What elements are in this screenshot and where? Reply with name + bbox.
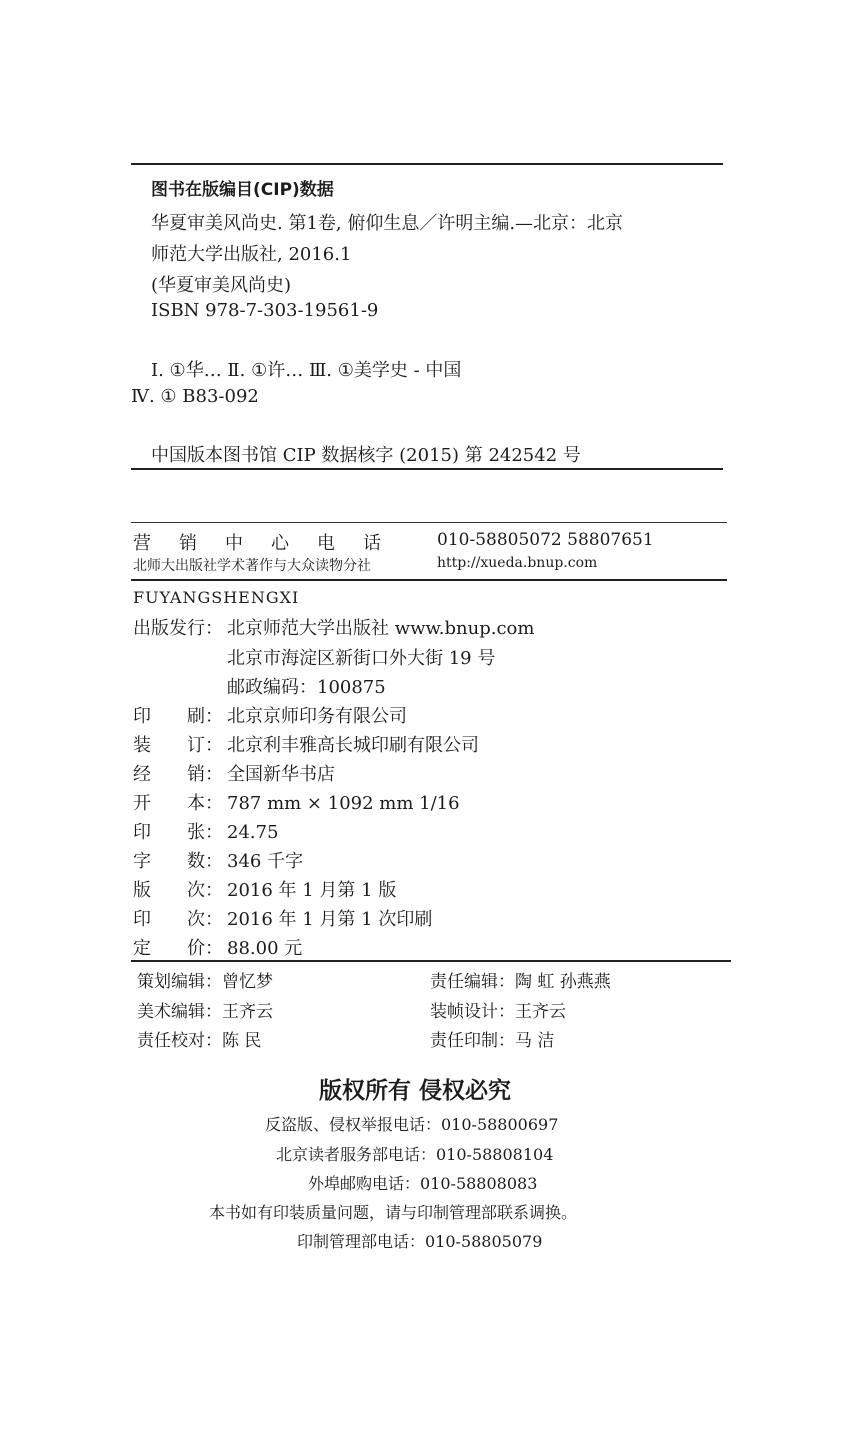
branch-name: 北师大出版社学术著作与大众读物分社 bbox=[133, 558, 371, 574]
rights-line-mail-order: 外埠邮购电话：010-58808083 bbox=[308, 1174, 538, 1193]
marketing-top-rule bbox=[131, 522, 727, 523]
info-row-format bbox=[133, 789, 460, 815]
info-label: 印 刷： bbox=[133, 706, 223, 727]
rights-line-reader-service: 北京读者服务部电话：010-58808104 bbox=[276, 1145, 554, 1164]
info-row-edition bbox=[133, 876, 396, 902]
info-label: 开 本： bbox=[133, 793, 223, 814]
info-row-word-count bbox=[133, 847, 303, 873]
art-editor: 美术编辑：王齐云 bbox=[137, 1002, 273, 1022]
info-row-sheets bbox=[133, 818, 279, 844]
cip-record-number: 中国版本图书馆 CIP 数据核字 (2015) 第 242542 号 bbox=[151, 445, 581, 466]
info-value: 787 mm × 1092 mm 1/16 bbox=[227, 793, 460, 814]
staff-top-rule bbox=[131, 960, 731, 962]
publisher-line bbox=[133, 614, 534, 640]
cip-classification-2: Ⅳ. ① B83-092 bbox=[131, 386, 259, 407]
info-label: 版 次： bbox=[133, 880, 223, 901]
cip-top-rule bbox=[131, 163, 723, 165]
info-label: 装 订： bbox=[133, 735, 223, 756]
cip-line-3: (华夏审美风尚史) bbox=[151, 275, 292, 296]
info-label: 经 销： bbox=[133, 764, 223, 785]
binding-designer: 装帧设计：王齐云 bbox=[430, 1002, 566, 1022]
info-label: 字 数： bbox=[133, 851, 223, 872]
proofreader: 责任校对：陈 民 bbox=[137, 1031, 262, 1051]
responsible-editor: 责任编辑：陶 虹 孙燕燕 bbox=[430, 972, 611, 992]
info-row-printing bbox=[133, 702, 407, 728]
rights-line-print-dept: 印制管理部电话：010-58805079 bbox=[297, 1232, 543, 1251]
branch-url: http://xueda.bnup.com bbox=[437, 555, 598, 571]
info-label: 定 价： bbox=[133, 938, 223, 959]
info-value: 2016 年 1 月第 1 版 bbox=[227, 880, 397, 901]
rights-line-anti-piracy: 反盗版、侵权举报电话：010-58800697 bbox=[265, 1115, 559, 1134]
publisher-postcode: 邮政编码：100875 bbox=[227, 677, 386, 698]
publisher-value: 北京师范大学出版社 www.bnup.com bbox=[227, 618, 535, 639]
cip-isbn: ISBN 978-7-303-19561-9 bbox=[151, 300, 379, 321]
cip-line-1: 华夏审美风尚史. 第1卷, 俯仰生息／许明主编.—北京：北京 bbox=[151, 213, 624, 234]
info-row-distribution bbox=[133, 760, 335, 786]
cip-bottom-rule bbox=[131, 468, 723, 470]
info-value: 346 千字 bbox=[227, 851, 304, 872]
print-supervisor: 责任印制：马 洁 bbox=[430, 1031, 555, 1051]
cip-classification-1: Ⅰ. ①华… Ⅱ. ①许… Ⅲ. ①美学史 - 中国 bbox=[151, 360, 462, 381]
cip-heading: 图书在版编目(CIP)数据 bbox=[151, 180, 334, 200]
info-value: 北京京师印务有限公司 bbox=[227, 706, 407, 727]
publisher-label: 出版发行： bbox=[133, 618, 223, 639]
info-row-binding bbox=[133, 731, 479, 757]
info-label: 印 次： bbox=[133, 909, 223, 930]
info-value: 北京利丰雅高长城印刷有限公司 bbox=[227, 735, 479, 756]
info-row-impression bbox=[133, 905, 432, 931]
copyright-heading: 版权所有 侵权必究 bbox=[319, 1078, 512, 1104]
info-value: 全国新华书店 bbox=[227, 764, 335, 785]
rights-line-quality: 本书如有印装质量问题，请与印制管理部联系调换。 bbox=[209, 1203, 578, 1222]
info-value: 24.75 bbox=[227, 822, 279, 843]
info-label: 印 张： bbox=[133, 822, 223, 843]
pinyin-title: FUYANGSHENGXI bbox=[133, 588, 300, 607]
marketing-bottom-rule bbox=[131, 579, 727, 581]
marketing-phones: 010-58805072 58807651 bbox=[437, 530, 654, 550]
cip-line-2: 师范大学出版社, 2016.1 bbox=[151, 244, 352, 265]
planning-editor: 策划编辑：曾忆梦 bbox=[137, 972, 273, 992]
marketing-label: 营销中心电话 bbox=[133, 533, 409, 554]
info-row-price bbox=[133, 934, 302, 960]
info-value: 2016 年 1 月第 1 次印刷 bbox=[227, 909, 433, 930]
info-value: 88.00 元 bbox=[227, 938, 303, 959]
publisher-address: 北京市海淀区新街口外大街 19 号 bbox=[227, 648, 496, 669]
